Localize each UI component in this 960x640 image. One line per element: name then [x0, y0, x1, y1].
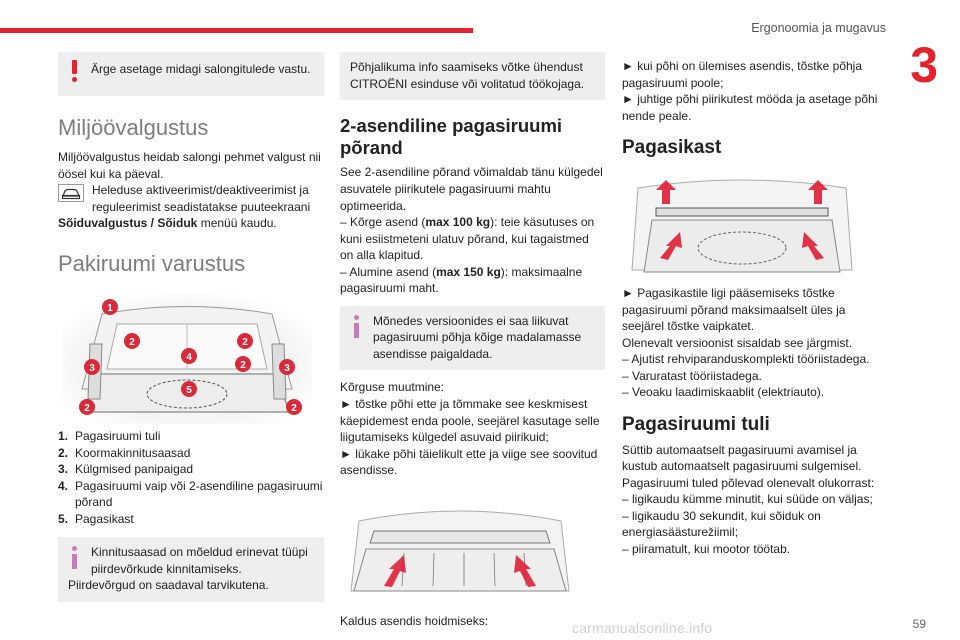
column-2: [340, 52, 605, 629]
callout-2: 2: [129, 337, 135, 349]
callout-3: 3: [284, 363, 290, 375]
callout-5: 5: [186, 385, 192, 397]
floor-heading: 2-asendiline pagasiruumi põrand: [340, 115, 563, 159]
info-icon: [72, 546, 78, 570]
tilt-caption: Kaldus asendis hoidmiseks:: [340, 613, 489, 628]
floor-low: – Alumine asend (max 150 kg): maksimaalne pagasiruumi maht.: [340, 264, 583, 296]
storage-text: ► Pagasikastile ligi pääsemiseks tõstke pagasiruumi põrand maksimaalselt üles ja seejärel tõstke vaipkatet.: [622, 285, 846, 334]
header-accent-bar: [0, 28, 473, 33]
list-item: – piiramatult, kui mootor töötab.: [622, 541, 791, 556]
info-icon: [354, 315, 360, 339]
change-heading: Kõrguse muutmine:: [340, 380, 445, 395]
callout-2: 2: [291, 403, 297, 415]
page-number: 59: [912, 617, 926, 631]
floor-tilt-illustration: [344, 491, 576, 603]
info-box: [340, 52, 605, 100]
info-text: Mõnedes versioonides ei saa liikuvat pagasiruumi põhja kõige madalamasse asendisse paigaldada.: [373, 313, 582, 361]
step: ► tõstke põhi ette ja tõmmake see keskmisest käepidemest enda poole, seejärel kasutage selle liigutamiseks külgedel asuvaid piirikuid;: [340, 397, 600, 445]
equipment-list: [58, 428, 324, 527]
trunk-light-text-2: Pagasiruumi tuled põlevad olenevalt olukorrast:: [622, 475, 875, 490]
trunk-light-text: Süttib automaatselt pagasiruumi avamisel ja kustub automaatselt pagasiruumi sulgemisel.: [622, 442, 862, 474]
list-item: – Varuratast tööriistadega.: [622, 368, 762, 383]
trunk-equipment-illustration: [62, 294, 312, 424]
callout-2: 2: [84, 403, 90, 415]
callout-2: 2: [242, 337, 248, 349]
warning-text: Ärge asetage midagi salongitulede vastu.: [91, 62, 311, 76]
callout-4: 4: [186, 352, 192, 364]
ambient-setting: [58, 182, 324, 215]
step: ► lükake põhi täielikult ette ja viige see soovitud asendisse.: [340, 446, 598, 478]
storage-box-heading: Pagasikast: [622, 137, 722, 159]
list-item: – ligikaudu 30 sekundit, kui sõiduk on energiasäästurežiimil;: [622, 508, 821, 540]
info-text: Kinnitusaasad on mõeldud erinevat tüüpi piirdevõrkude kinnitamiseks.: [91, 545, 308, 576]
callout-2: 2: [240, 360, 246, 372]
floor-high: – Kõrge asend (max 100 kg): teie käsutuses on kuni esiistmeteni ulatuv põrand, kui tagaistmed on alla klapitud.: [340, 215, 595, 263]
section-title: Ergonoomia ja mugavus: [751, 21, 886, 35]
ambient-menu-line: Sõiduvalgustus / Sõiduk menüü kaudu.: [58, 216, 277, 231]
column-1: [58, 52, 324, 602]
storage-box-illustration: [626, 170, 858, 280]
car-settings-icon: [58, 182, 92, 207]
info-box: [340, 306, 605, 371]
callout-1: 1: [107, 303, 113, 315]
chapter-number: 3: [910, 37, 938, 93]
list-item: – Veoaku laadimiskaablit (elektriauto).: [622, 385, 825, 400]
equipment-heading: Pakiruumi varustus: [58, 250, 246, 276]
callout-3: 3: [89, 363, 95, 375]
warning-box: [58, 52, 324, 96]
warning-icon: [72, 60, 78, 84]
step: ► kui põhi on ülemises asendis, tõstke põhja pagasiruumi poole;: [622, 59, 863, 90]
floor-text: See 2-asendiline põrand võimaldab tänu külgedel asuvatele piirikutele pagasiruumi mahtu optimeerida.: [340, 165, 603, 213]
ambient-heading: Miljöövalgustus: [58, 115, 209, 140]
storage-text-2: Olenevalt versioonist sisaldab see järgmist.: [622, 335, 853, 350]
list-item: 4. Pagasiruumi vaip või 2-asendiline pagasiruumi põrand: [58, 478, 323, 510]
ambient-setting-text: Heleduse aktiveerimist/deaktiveerimist ja reguleerimist seadistatakse puuteekraani: [92, 183, 311, 214]
list-item: – ligikaudu kümme minutit, kui süüde on väljas;: [622, 492, 873, 507]
menu-path: Sõiduvalgustus / Sõiduk: [58, 216, 198, 231]
list-item: 3. Külgmised panipaigad: [58, 462, 194, 477]
list-item: 2. Koormakinnitusaasad: [58, 445, 191, 460]
watermark: carmanualsonline.info: [572, 620, 713, 636]
info-text: Põhjalikuma info saamiseks võtke ühendust CITROËNI esinduse või volitatud töökojaga.: [350, 60, 585, 91]
ambient-text: Miljöövalgustus heidab salongi pehmet valgust nii öösel kui ka päeval.: [58, 150, 321, 181]
list-item: 5. Pagasikast: [58, 511, 134, 526]
column-3: [622, 58, 888, 557]
list-item: 1. Pagasiruumi tuli: [58, 429, 161, 444]
step: ► juhtige põhi piirikutest mööda ja asetage põhi nende peale.: [622, 92, 878, 123]
list-item: – Ajutist rehviparanduskomplekti tööriistadega.: [622, 352, 870, 367]
info-text-2: Piirdevõrgud on saadaval tarvikutena.: [68, 578, 269, 593]
trunk-light-heading: Pagasiruumi tuli: [622, 413, 770, 435]
info-box: [58, 537, 324, 602]
